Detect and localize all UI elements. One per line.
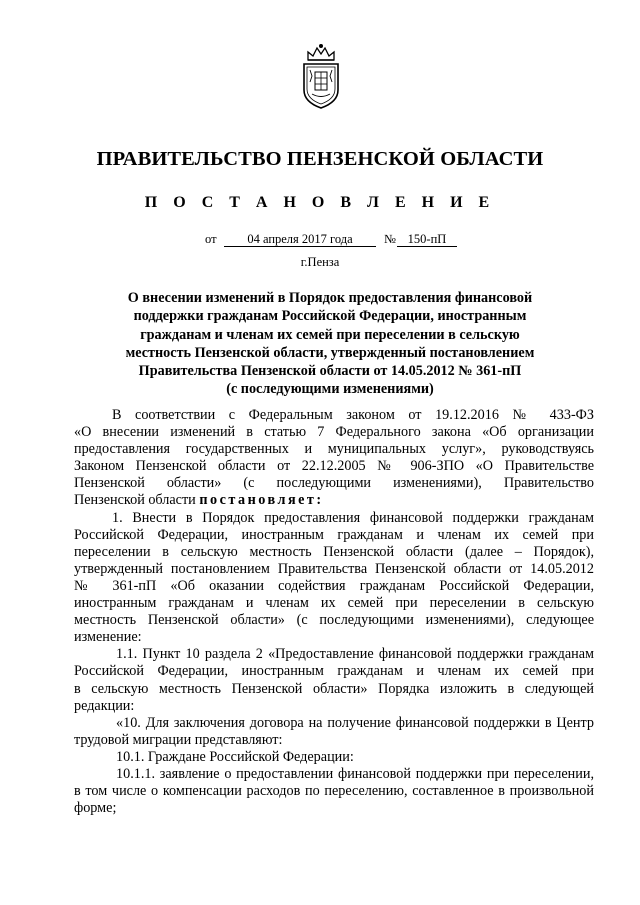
- paragraph-line: редакции:: [74, 697, 135, 714]
- paragraph-line: переселении в сельскую местность Пензенской области (далее – Порядок),: [74, 543, 594, 560]
- document-type: П О С Т А Н О В Л Е Н И Е: [144, 194, 496, 211]
- document-number: 150-пП: [397, 232, 457, 247]
- subject-line: поддержки гражданам Российской Федерации, иностранным: [133, 308, 527, 325]
- government-title: ПРАВИТЕЛЬСТВО ПЕНЗЕНСКОЙ ОБЛАСТИ: [96, 148, 544, 170]
- paragraph-line: 10.1.1. заявление о предоставлении финансовой поддержки при переселении,: [116, 765, 594, 782]
- paragraph-line: «О внесении изменений в статью 7 Федерального закона «Об организации: [74, 424, 594, 441]
- paragraph-line: 1. Внести в Порядок предоставления финансовой поддержки гражданам: [112, 509, 594, 526]
- paragraph-line: в сельскую местность Пензенской области» Порядка изложить в следующей: [74, 680, 594, 697]
- resolves-word: постановляет:: [199, 492, 324, 509]
- paragraph-line: Российской Федерации, иностранным гражданам и членам их семей при: [74, 663, 594, 680]
- document-body: [74, 407, 594, 817]
- date-prefix: от: [205, 232, 217, 246]
- paragraph-line: в том числе о компенсации расходов по переселению, составленное в произвольной: [74, 783, 594, 800]
- paragraph-line: изменение:: [74, 629, 142, 646]
- paragraph-line: В соответствии с Федеральным законом от 19.12.2016 № 433-ФЗ: [112, 407, 594, 423]
- city: г.Пенза: [300, 255, 340, 269]
- subject-line: (с последующими изменениями): [226, 381, 434, 398]
- paragraph-line: [74, 492, 594, 509]
- subject-line: гражданам и членам их семей при переселении в сельскую: [140, 326, 520, 343]
- subject-line: местность Пензенской области, утвержденный постановлением: [125, 344, 535, 361]
- paragraph-line: местность Пензенской области» (с последующими изменениями), следующее: [74, 612, 594, 629]
- date-number-line: [0, 232, 640, 248]
- region-text: Пензенской области: [74, 492, 196, 509]
- paragraph-line: иностранным гражданам и членам их семей при переселении в сельскую: [74, 595, 594, 612]
- subject-line: Правительства Пензенской области от 14.05.2012 № 361-пП: [138, 363, 522, 380]
- paragraph-line: «10. Для заключения договора на получение финансовой поддержки в Центр: [116, 714, 594, 731]
- paragraph-line: Законом Пензенской области от 22.12.2005 № 906-ЗПО «О Правительстве: [74, 458, 594, 475]
- paragraph-line: № 361-пП «Об оказании содействия гражданам Российской Федерации,: [74, 577, 594, 594]
- paragraph-line: 1.1. Пункт 10 раздела 2 «Предоставление финансовой поддержки гражданам: [116, 646, 594, 663]
- paragraph-line: 10.1. Граждане Российской Федерации:: [116, 748, 354, 765]
- paragraph-line: Пензенской области» (с последующими изменениями), Правительство: [74, 475, 594, 492]
- subject-heading: [100, 289, 560, 399]
- subject-line: О внесении изменений в Порядок предоставления финансовой: [127, 290, 533, 306]
- number-prefix: №: [384, 232, 396, 246]
- document-date: 04 апреля 2017 года: [224, 232, 376, 247]
- paragraph-line: Российской Федерации, иностранным гражданам и членам их семей при: [74, 526, 594, 543]
- paragraph-line: трудовой миграции представляют:: [74, 731, 283, 748]
- paragraph-line: предоставления государственных и муниципальных услуг», руководствуясь: [74, 441, 594, 458]
- paragraph-line: форме;: [74, 800, 117, 817]
- paragraph-line: утвержденный постановлением Правительства Пензенской области от 14.05.2012: [74, 560, 594, 577]
- coat-of-arms-emblem: [298, 42, 344, 110]
